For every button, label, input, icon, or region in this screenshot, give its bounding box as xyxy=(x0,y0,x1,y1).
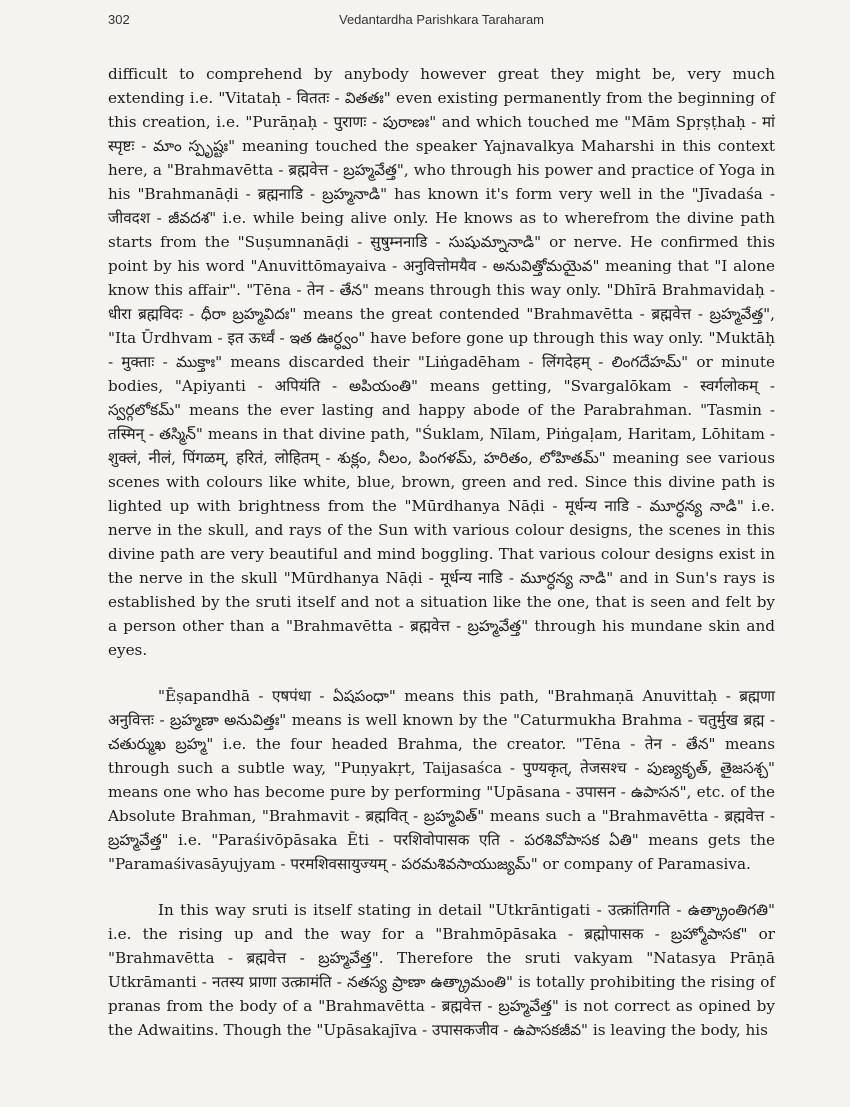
paragraph-3: In this way sruti is itself stating in detail "Utkrāntigati - उत्क्रांतिगति - ఉత్క్రాంతిగతి" i.e. the rising up and the way for a "Brahmōpāsaka - ब्रह्मोपासक - బ్రహ్మోపాసక" or "Brahmavētta - ब्रह्मवेत्त - బ్రహ్మవేత్త". Therefore the sruti vakyam "Natasya Prāṇā Utkrāmanti - नतस्य प्राणा उत्क्रामंति - నతస్య ప్రాణా ఉత్క్రామంతి" is totally prohibiting the rising of pranas from the body of a "Brahmavētta - ब्रह्मवेत्त - బ్రహ్మవేత్త" is not correct as opined by the Adwaitins. Though the "Upāsakajīva - उपासकजीव - ఉపాసకజీవ" is leaving the body, his xyxy=(108,901,775,1039)
body-text xyxy=(108,62,775,1042)
paragraph-1: difficult to comprehend by anybody however great they might be, very much extending i.e. "Vitataḥ - विततः - వితతః" even existing permanently from the beginning of this creation, i.e. "Purāṇaḥ - पुराणः - పురాణః" and which touched me "Mām Spṛṣṭhaḥ - मां स्पृष्टः - మాం స్పృష్టః" meaning touched the speaker Yajnavalkya Maharshi in this context here, a "Brahmavētta - ब्रह्मवेत्त - బ్రహ్మవేత్త", who through his power and practice of Yoga in his "Brahmanāḍi - ब्रह्मनाडि - బ్రహ్మనాడి" has known it's form very well in the "Jīvadaśa - जीवदश - జీవదశ" i.e. while being alive only. He knows as to wherefrom the divine path starts from the "Suṣumnanāḍi - सुषुम्ननाडि - సుషుమ్నానాడి" or nerve. He confirmed this point by his word "Anuvittōmayaiva - अनुवित्तोमयैव - అనువిత్తోమయైవ" meaning that "I alone know this affair". "Tēna - तेन - తేన" means through this way only. "Dhīrā Brahmavidaḥ - धीरा ब्रह्मविदः - ధీరా బ్రహ్మవిదః" means the great contended "Brahmavētta - ब्रह्मवेत्त - బ్రహ్మవేత్త", "Ita Ūrdhvam - इत ऊर्ध्वं - ఇత ఊర్ధ్వం" have before gone up through this way only. "Muktāḥ - मुक्ताः - ముక్తాః" means discarded their "Liṅgadēham - लिंगदेहम् - లింగదేహమ్" or minute bodies, "Apiyanti - अपियंति - అపియంతి" means getting, "Svargalōkam - स्वर्गलोकम् - స్వర్గలోకమ్" means the ever lasting and happy abode of the Parabrahman. "Tasmin - तस्मिन् - తస్మిన్" means in that divine path, "Śuklam, Nīlam, Piṅgaḷam, Haritam, Lōhitam - शुक्लं, नीलं, पिंगळम्, हरितं, लोहितम् - శుక్లం, నీలం, పింగళమ్, హరితం, లోహితమ్" meaning see various scenes with colours like white, blue, brown, green and red. Since this divine path is lighted up with brightness from the "Mūrdhanya Nāḍi - मूर्धन्य नाडि - మూర్ధన్య నాడి" i.e. nerve in the skull, and rays of the Sun with various colour designs, the scenes in this divine path are very beautiful and mind boggling. That various colour designs exist in the nerve in the skull "Mūrdhanya Nāḍi - मूर्धन्य नाडि - మూర్ధన్య నాడి" and in Sun's rays is established by the sruti itself and not a situation like the one, that is seen and felt by a person other than a "Brahmavētta - ब्रह्मवेत्त - బ్రహ్మవేత్త" through his mundane skin and eyes. xyxy=(108,65,775,659)
running-title: Vedantardha Parishkara Taraharam xyxy=(339,12,544,27)
paragraph-2: "Ēṣapandhā - एषपंधा - ఏషపంధా" means this path, "Brahmaṇā Anuvittaḥ - ब्रह्मणा अनुवित्तः - బ్రహ్మణా అనువిత్తః" means is well known by the "Caturmukha Brahma - चतुर्मुख ब्रह्म - చతుర్ముఖ బ్రహ్మ" i.e. the four headed Brahma, the creator. "Tēna - तेन - తేన" means through such a subtle way, "Puṇyakṛt, Taijasaśca - पुण्यकृत्, तेजसश्च - పుణ్యకృత్, తైజసశ్చ" means one who has become pure by performing "Upāsana - उपासन - ఉపాసన", etc. of the Absolute Brahman, "Brahmavit - ब्रह्मवित् - బ్రహ్మవిత్" means such a "Brahmavētta - ब्रह्मवेत्त - బ్రహ్మవేత్త" i.e. "Paraśivōpāsaka Ēti - परशिवोपासक एति - పరశివోపాసక ఏతి" means gets the "Paramaśivasāyujyam - परमशिवसायुज्यम् - పరమశివసాయుజ్యమ్" or company of Paramasiva. xyxy=(108,687,775,873)
page-header xyxy=(108,12,775,32)
page-number: 302 xyxy=(108,12,130,27)
